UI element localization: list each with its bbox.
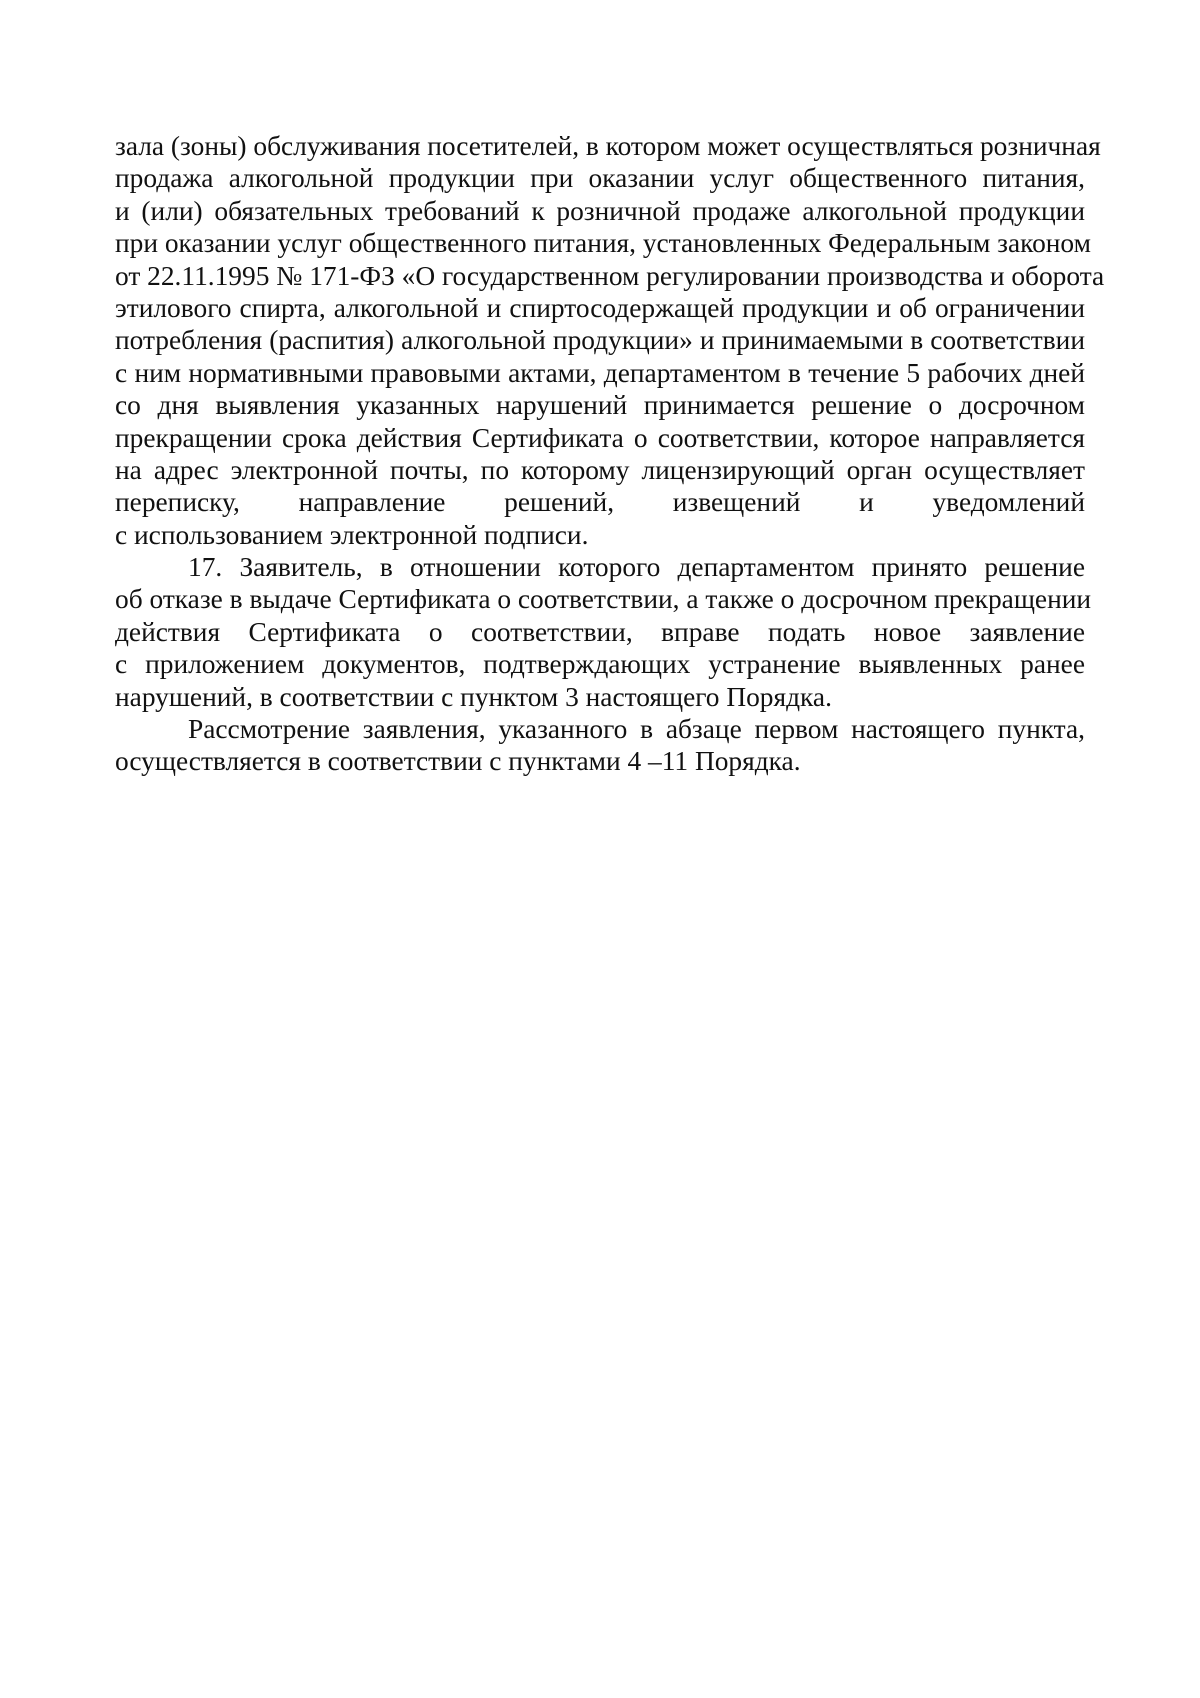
- text-line: зала (зоны) обслуживания посетителей, в котором может осуществляться розничная: [115, 131, 1101, 161]
- text-line: осуществляется в соответствии с пунктами 4 –11 Порядка.: [115, 746, 801, 777]
- paragraph-item-17: [115, 551, 1092, 713]
- text-line: продажа алкогольной продукции при оказании услуг общественного питания,: [115, 163, 1085, 194]
- text-line: действия Сертификата о соответствии, вправе подать новое заявление: [115, 616, 1085, 647]
- text-line: этилового спирта, алкогольной и спиртосодержащей продукции и об ограничении: [115, 292, 1085, 323]
- text-line: Рассмотрение заявления, указанного в абзаце первом настоящего пункта,: [188, 714, 1085, 745]
- paragraph-item-17-second: [115, 713, 1085, 778]
- text-line: с использованием электронной подписи.: [115, 519, 589, 550]
- text-line: при оказании услуг общественного питания, установленных Федеральным законом: [115, 228, 1091, 259]
- text-line: нарушений, в соответствии с пунктом 3 настоящего Порядка.: [115, 681, 832, 712]
- text-line: и (или) обязательных требований к розничной продаже алкогольной продукции: [115, 195, 1085, 226]
- text-line: от 22.11.1995 № 171-ФЗ «О государственном регулировании производства и оборота: [115, 260, 1105, 291]
- text-line: потребления (распития) алкогольной продукции» и принимаемыми в соответствии: [115, 325, 1085, 356]
- text-line: об отказе в выдаче Сертификата о соответствии, а также о досрочном прекращении: [115, 584, 1092, 615]
- text-line: на адрес электронной почты, по которому лицензирующий орган осуществляет: [115, 454, 1085, 485]
- text-line: переписку, направление решений, извещений и уведомлений: [115, 487, 1085, 518]
- text-line: прекращении срока действия Сертификата о соответствии, которое направляется: [115, 422, 1085, 453]
- text-line: 17. Заявитель, в отношении которого департаментом принято решение: [188, 552, 1085, 583]
- paragraph-continuation: [115, 130, 1105, 551]
- document-page: [115, 130, 1105, 778]
- text-line: с приложением документов, подтверждающих устранение выявленных ранее: [115, 649, 1085, 680]
- text-line: с ним нормативными правовыми актами, департаментом в течение 5 рабочих дней: [115, 357, 1085, 388]
- text-line: со дня выявления указанных нарушений принимается решение о досрочном: [115, 390, 1085, 421]
